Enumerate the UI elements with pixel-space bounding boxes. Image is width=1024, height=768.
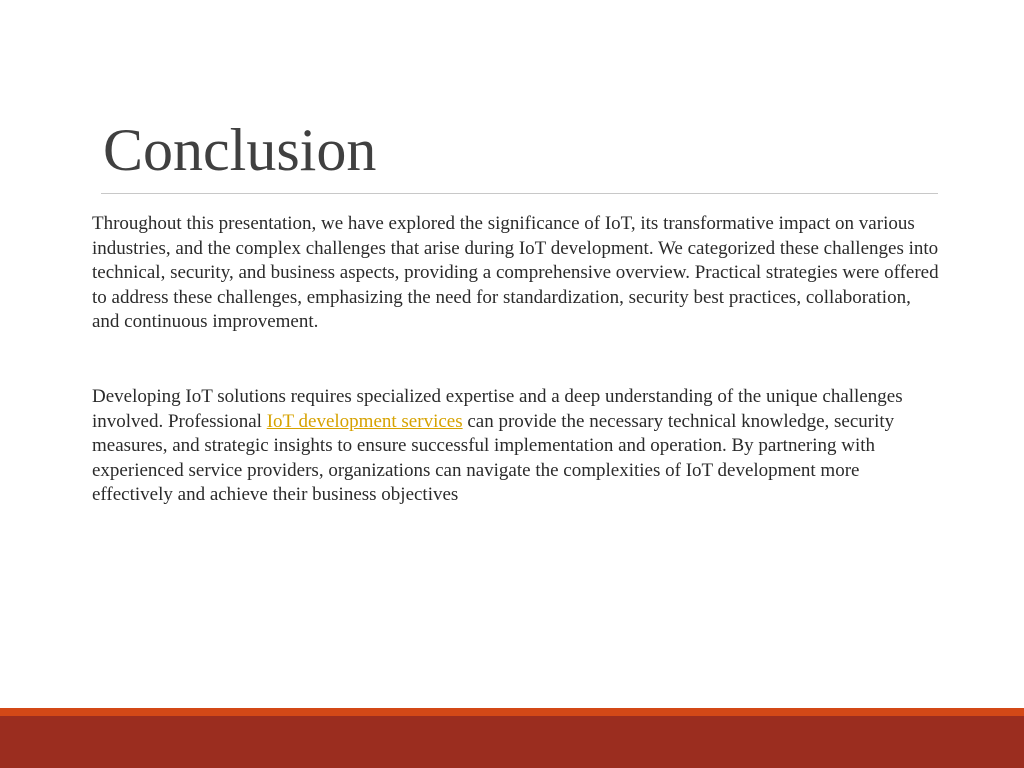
paragraph-summary: Throughout this presentation, we have explored the significance of IoT, its transformative impact on various industries, and the complex challenges that arise during IoT development. We categorized these challenges into technical, security, and business aspects, providing a comprehensive overview. Practical strategies were offered to address these challenges, emphasizing the need for standardization, security best practices, collaboration, and continuous improvement.: [92, 213, 939, 333]
slide-body: [92, 212, 942, 508]
paragraph-services-text-start: Developing IoT solutions requires specialized expertise and a deep understanding of the unique challenges involved. Professional: [92, 385, 903, 432]
slide-title: Conclusion: [103, 117, 377, 183]
footer-band: [0, 716, 1024, 768]
title-divider: [101, 193, 938, 194]
paragraph-services: [92, 385, 942, 508]
iot-development-services-link[interactable]: IoT development services: [266, 410, 463, 432]
footer-accent-stripe: [0, 708, 1024, 716]
paragraph-services-text-end: can provide the necessary technical knowledge, security measures, and strategic insights to ensure successful implementation and operation. By partnering with experienced service providers, organizations can navigate the complexities of IoT development more effectively and achieve their business objectives: [92, 410, 895, 506]
